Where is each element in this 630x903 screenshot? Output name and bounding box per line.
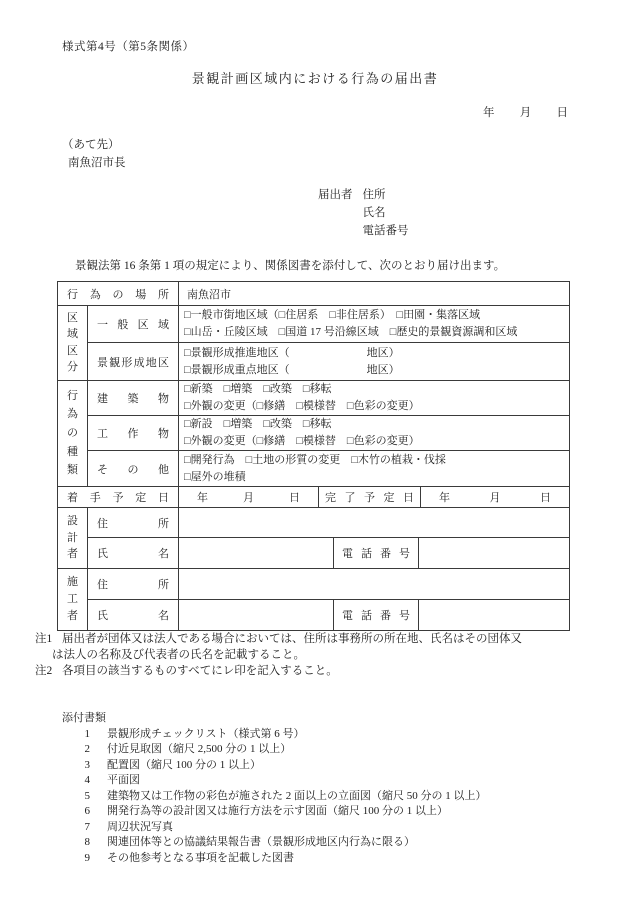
contractor-name-label: 氏 名 <box>88 600 179 630</box>
attachment-text: 開発行為等の設計図又は施行方法を示す図面（縮尺 100 分の 1 以上） <box>107 805 448 817</box>
row-zone-general <box>88 306 569 343</box>
designer-name-value <box>179 538 334 568</box>
structure-label: 工 作 物 <box>88 416 179 450</box>
attachment-item <box>62 758 487 774</box>
row-zone-group <box>58 306 569 381</box>
row-schedule <box>58 487 569 508</box>
attachment-item <box>62 742 487 758</box>
other-action-label: そ の 他 <box>88 451 179 486</box>
row-action-type-group <box>58 381 569 487</box>
addressee-name: 南魚沼市長 <box>68 157 126 169</box>
form-number: 様式第4号（第5条関係） <box>62 41 195 53</box>
checkbox-line: □景観形成推進地区（ 地区） <box>184 346 400 359</box>
page-title: 景観計画区域内における行為の届出書 <box>191 71 439 86</box>
designer-address-value <box>179 508 569 537</box>
attachment-text: 平面図 <box>107 774 140 786</box>
start-date-value: 年 月 日 <box>179 487 319 507</box>
zone-group-label: 区 域 区 分 <box>58 306 88 380</box>
attachment-item <box>62 820 487 836</box>
attachments-block <box>62 711 487 866</box>
row-contractor-address <box>88 569 569 600</box>
action-place-label: 行 為 の 場 所 <box>58 282 179 305</box>
contractor-address-label: 住 所 <box>88 569 179 599</box>
building-label: 建 築 物 <box>88 381 179 415</box>
contractor-group-label: 施 工 者 <box>58 569 88 630</box>
applicant-block <box>318 186 409 240</box>
attachment-number: 5 <box>84 789 90 802</box>
attachment-text: その他参考となる事項を記載した図書 <box>107 851 294 864</box>
designer-tel-label: 電 話 番 号 <box>334 538 419 568</box>
contractor-address-value <box>179 569 569 599</box>
checkbox-line: □山岳・丘陵区域 □国道 17 号沿線区域 □歴史的景観資源調和区域 <box>184 326 518 338</box>
addressee-block <box>62 136 126 172</box>
note-2 <box>35 663 583 679</box>
designer-tel-value <box>419 538 569 568</box>
designer-address-label: 住 所 <box>88 508 179 537</box>
checkbox-line: □屋外の堆積 <box>184 470 246 483</box>
note-1 <box>35 631 583 647</box>
note-text: 各項目の該当するものすべてにレ印を記入すること。 <box>62 665 338 677</box>
note-number: 注2 <box>35 665 53 677</box>
checkbox-line: □一般市街地区域（□住居系 □非住居系） □田園・集落区域 <box>184 309 481 321</box>
attachment-number: 8 <box>84 836 90 848</box>
attachment-text: 付近見取図（縮尺 2,500 分の 1 以上） <box>107 743 292 755</box>
attachment-text: 周辺状況写真 <box>107 820 173 833</box>
end-date-label: 完 了 予 定 日 <box>319 487 421 507</box>
attachment-text: 建築物又は工作物の彩色が施された 2 面以上の立面図（縮尺 50 分の 1 以上） <box>107 789 487 802</box>
note-1-continuation: は法人の名称及び代表者の氏名を記載すること。 <box>52 649 305 661</box>
attachment-item <box>62 835 487 851</box>
row-designer-group <box>58 508 569 569</box>
designer-group-label: 設 計 者 <box>58 508 88 568</box>
zone-keikan-label: 景 観 形 成 地 区 <box>88 343 179 380</box>
attachment-item <box>62 727 487 743</box>
action-place-value: 南魚沼市 <box>187 288 231 301</box>
attachment-item <box>62 851 487 867</box>
row-building <box>88 381 569 416</box>
checkbox-line: □外観の変更（□修繕 □模様替 □色彩の変更） <box>184 400 420 412</box>
row-contractor-name <box>88 600 569 630</box>
intro-text: 景観法第 16 条第 1 項の規定により、関係図書を添付して、次のとおり届け出ます。 <box>75 260 506 272</box>
building-options <box>179 381 569 415</box>
applicant-field-address: 住所 <box>362 189 386 201</box>
row-structure <box>88 416 569 451</box>
attachment-number: 2 <box>84 743 90 755</box>
attachments-title: 添付書類 <box>62 712 106 724</box>
attachment-text: 関連団体等との協議結果報告書（景観形成地区内行為に限る） <box>107 836 415 848</box>
attachment-item <box>62 789 487 805</box>
applicant-fields <box>363 186 409 240</box>
applicant-field-phone: 電話番号 <box>362 225 409 237</box>
attachments-list <box>62 727 487 867</box>
attachment-number: 7 <box>84 820 90 833</box>
note-number: 注1 <box>35 633 53 645</box>
row-other-action <box>88 451 569 486</box>
action-type-group-label: 行 為 の 種 類 <box>58 381 88 486</box>
contractor-tel-label: 電 話 番 号 <box>334 600 419 630</box>
zone-general-options <box>179 306 569 342</box>
checkbox-line: □新築 □増築 □改築 □移転 <box>184 383 332 395</box>
addressee-label: （あて先） <box>62 139 120 151</box>
contractor-name-value <box>179 600 334 630</box>
attachment-number: 6 <box>84 805 90 817</box>
attachment-text: 景観形成チェックリスト（様式第 6 号） <box>107 727 305 740</box>
designer-name-label: 氏 名 <box>88 538 179 568</box>
checkbox-line: □新設 □増築 □改築 □移転 <box>184 418 332 430</box>
notes-block <box>35 631 583 679</box>
row-designer-address <box>88 508 569 538</box>
attachment-number: 3 <box>84 758 90 771</box>
row-designer-name <box>88 538 569 568</box>
zone-general-label: 一 般 区 域 <box>88 306 179 342</box>
start-date-label: 着 手 予 定 日 <box>58 487 179 507</box>
checkbox-line: □景観形成重点地区（ 地区） <box>184 363 400 376</box>
attachment-number: 4 <box>84 774 90 786</box>
checkbox-line: □外観の変更（□修繕 □模様替 □色彩の変更） <box>184 435 420 447</box>
attachment-item <box>62 804 487 820</box>
attachment-number: 9 <box>84 851 90 864</box>
attachment-number: 1 <box>84 727 90 740</box>
note-text: 届出者が団体又は法人である場合においては、住所は事務所の所在地、氏名はその団体又 <box>62 633 522 645</box>
row-contractor-group <box>58 569 569 630</box>
end-date-value: 年 月 日 <box>439 492 551 504</box>
checkbox-line: □開発行為 □土地の形質の変更 □木竹の植栽・伐採 <box>184 453 446 466</box>
date-line: 年 月 日 <box>483 107 568 119</box>
zone-keikan-options <box>179 343 569 380</box>
applicant-field-name: 氏名 <box>362 207 386 219</box>
row-action-place <box>58 282 569 306</box>
form-table <box>57 281 570 631</box>
contractor-tel-value <box>419 600 569 630</box>
attachment-text: 配置図（縮尺 100 分の 1 以上） <box>107 758 261 771</box>
attachment-item <box>62 773 487 789</box>
row-zone-keikan <box>88 343 569 380</box>
other-action-options <box>179 451 569 486</box>
applicant-label: 届出者 <box>318 189 353 201</box>
structure-options <box>179 416 569 450</box>
